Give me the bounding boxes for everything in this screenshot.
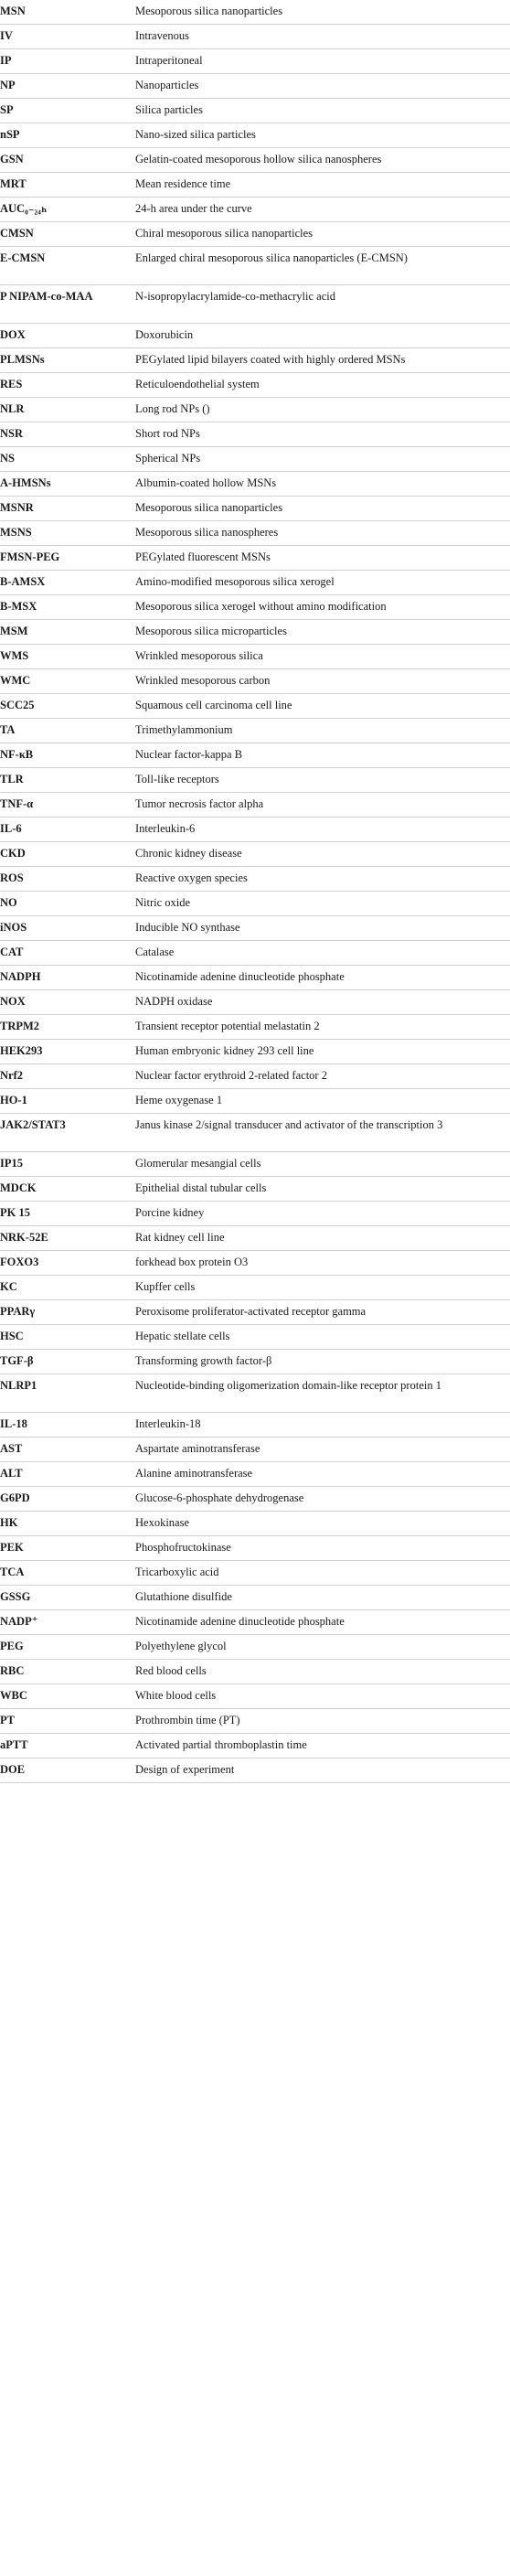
abbreviation-definition: White blood cells <box>135 1689 217 1702</box>
table-row <box>0 719 510 743</box>
table-row <box>0 1536 510 1561</box>
table-row <box>0 916 510 941</box>
table-row <box>0 867 510 892</box>
abbreviation-definition: NADPH oxidase <box>135 995 213 1008</box>
abbreviation-term: WBC <box>0 1689 27 1702</box>
abbreviation-term: TCA <box>0 1566 25 1578</box>
abbreviation-definition: PEGylated fluorescent MSNs <box>135 550 271 563</box>
table-row <box>0 49 510 74</box>
abbreviation-term: TNF-α <box>0 797 34 810</box>
table-row <box>0 1040 510 1064</box>
table-row <box>0 645 510 669</box>
abbreviation-definition: Aspartate aminotransferase <box>135 1442 260 1455</box>
abbreviation-definition: Chiral mesoporous silica nanoparticles <box>135 227 313 240</box>
abbreviation-definition: Doxorubicin <box>135 328 194 341</box>
table-row <box>0 571 510 595</box>
table-row <box>0 941 510 966</box>
table-row <box>0 1114 510 1152</box>
abbreviation-definition: forkhead box protein O3 <box>135 1256 249 1268</box>
abbreviation-term: HK <box>0 1516 18 1529</box>
table-row <box>0 842 510 867</box>
abbreviation-definition: Intraperitoneal <box>135 54 203 67</box>
abbreviation-definition: Silica particles <box>135 103 203 116</box>
abbreviation-definition: PEGylated lipid bilayers coated with highly ordered MSNs <box>135 353 406 366</box>
table-row <box>0 669 510 694</box>
abbreviation-term: GSN <box>0 153 24 166</box>
abbreviation-term: TA <box>0 723 16 736</box>
abbreviation-definition: Nicotinamide adenine dinucleotide phosphate <box>135 970 345 983</box>
abbreviation-definition: Prothrombin time (PT) <box>135 1714 240 1726</box>
abbreviation-definition: Nitric oxide <box>135 896 191 909</box>
table-row <box>0 99 510 123</box>
abbreviation-definition: Glomerular mesangial cells <box>135 1157 261 1170</box>
abbreviation-definition: Human embryonic kidney 293 cell line <box>135 1044 314 1057</box>
abbreviation-definition: Reticuloendothelial system <box>135 378 260 390</box>
abbreviation-term: E-CMSN <box>0 251 46 264</box>
abbreviation-definition: Chronic kidney disease <box>135 847 242 860</box>
abbreviation-definition: Transforming growth factor-β <box>135 1354 272 1367</box>
table-row <box>0 74 510 99</box>
abbreviation-term: G6PD <box>0 1491 30 1504</box>
abbreviation-definition: Nanoparticles <box>135 79 199 91</box>
table-row <box>0 1438 510 1462</box>
table-row <box>0 198 510 222</box>
table-row <box>0 0 510 25</box>
table-row <box>0 1709 510 1734</box>
table-row <box>0 447 510 472</box>
abbreviation-definition: Spherical NPs <box>135 452 201 465</box>
abbreviation-term: Nrf2 <box>0 1069 23 1082</box>
table-row <box>0 348 510 373</box>
abbreviation-definition: Nano-sized silica particles <box>135 128 256 141</box>
abbreviation-term: nSP <box>0 128 20 141</box>
abbreviation-term: TLR <box>0 773 24 786</box>
table-row <box>0 1487 510 1512</box>
abbreviation-term: FOXO3 <box>0 1256 39 1268</box>
abbreviation-term: NSR <box>0 427 24 440</box>
abbreviation-term: HSC <box>0 1330 24 1342</box>
abbreviation-term: CKD <box>0 847 26 860</box>
abbreviation-definition: Toll-like receptors <box>135 773 219 786</box>
table-row <box>0 123 510 148</box>
table-row <box>0 25 510 49</box>
abbreviation-definition: Transient receptor potential melastatin 2 <box>135 1020 320 1032</box>
abbreviation-term: JAK2/STAT3 <box>0 1118 66 1131</box>
table-row <box>0 1325 510 1350</box>
abbreviation-definition: Gelatin-coated mesoporous hollow silica nanospheres <box>135 153 382 166</box>
abbreviation-definition: Rat kidney cell line <box>135 1231 225 1244</box>
abbreviation-definition: Catalase <box>135 946 175 958</box>
abbreviation-definition: Amino-modified mesoporous silica xerogel <box>135 575 335 588</box>
abbreviation-term: PEK <box>0 1541 24 1554</box>
table-row <box>0 1177 510 1202</box>
abbreviation-term: NOX <box>0 995 26 1008</box>
abbreviation-term: IP15 <box>0 1157 23 1170</box>
abbreviation-term: DOE <box>0 1763 26 1776</box>
table-row <box>0 1064 510 1089</box>
abbreviation-definition: Activated partial thromboplastin time <box>135 1738 307 1751</box>
abbreviation-term: aPTT <box>0 1738 28 1751</box>
table-row <box>0 1512 510 1536</box>
table-row <box>0 521 510 546</box>
abbreviation-definition: Glucose-6-phosphate dehydrogenase <box>135 1491 304 1504</box>
abbreviation-definition: Albumin-coated hollow MSNs <box>135 476 277 489</box>
abbreviation-term: SP <box>0 103 14 116</box>
table-row <box>0 1350 510 1374</box>
abbreviation-term: PT <box>0 1714 15 1726</box>
abbreviation-definition: Design of experiment <box>135 1763 235 1776</box>
abbreviation-definition: Mesoporous silica xerogel without amino modification <box>135 600 387 613</box>
table-row <box>0 1276 510 1300</box>
abbreviation-term: B-MSX <box>0 600 37 613</box>
table-row <box>0 1684 510 1709</box>
table-row <box>0 1226 510 1251</box>
abbreviation-term: NO <box>0 896 17 909</box>
abbreviation-definition: Short rod NPs <box>135 427 200 440</box>
table-row <box>0 1089 510 1114</box>
abbreviation-definition: Heme oxygenase 1 <box>135 1094 223 1106</box>
abbreviation-definition: Alanine aminotransferase <box>135 1467 253 1480</box>
abbreviation-term: A-HMSNs <box>0 476 51 489</box>
abbreviation-term: B-AMSX <box>0 575 46 588</box>
table-row <box>0 285 510 324</box>
abbreviation-definition: Mean residence time <box>135 177 231 190</box>
table-row <box>0 373 510 398</box>
abbreviation-definition: Reactive oxygen species <box>135 871 248 884</box>
table-row <box>0 247 510 285</box>
abbreviation-term: iNOS <box>0 921 27 934</box>
table-row <box>0 694 510 719</box>
table-row <box>0 1015 510 1040</box>
table-row <box>0 222 510 247</box>
abbreviation-term: AST <box>0 1442 23 1455</box>
table-row <box>0 1734 510 1758</box>
abbreviation-definition: Epithelial distal tubular cells <box>135 1181 267 1194</box>
table-row <box>0 324 510 348</box>
abbreviation-term: RBC <box>0 1664 25 1677</box>
table-row <box>0 1300 510 1325</box>
abbreviation-definition: Tricarboxylic acid <box>135 1566 219 1578</box>
abbreviation-definition: Wrinkled mesoporous silica <box>135 649 263 662</box>
abbreviation-definition: Nucleotide-binding oligomerization domain-like receptor protein 1 <box>135 1379 441 1392</box>
abbreviation-term: MSNS <box>0 526 32 539</box>
table-row <box>0 1610 510 1635</box>
abbreviation-term: DOX <box>0 328 26 341</box>
abbreviation-term: IV <box>0 29 13 42</box>
abbreviation-term: NF-κB <box>0 748 34 761</box>
abbreviation-term: PLMSNs <box>0 353 45 366</box>
abbreviation-term: NS <box>0 452 15 465</box>
abbreviation-definition: Intravenous <box>135 29 190 42</box>
table-row <box>0 173 510 198</box>
abbreviation-definition: Mesoporous silica nanoparticles <box>135 5 283 17</box>
table-row <box>0 818 510 842</box>
abbreviation-term: NADP⁺ <box>0 1615 38 1628</box>
abbreviation-definition: Interleukin-18 <box>135 1417 201 1430</box>
table-row <box>0 768 510 793</box>
abbreviation-term: NLRP1 <box>0 1379 37 1392</box>
abbreviation-definition: Phosphofructokinase <box>135 1541 231 1554</box>
abbreviation-term: KC <box>0 1280 17 1293</box>
abbreviation-definition: Long rod NPs () <box>135 402 210 415</box>
table-row <box>0 422 510 447</box>
abbreviation-definition: Interleukin-6 <box>135 822 196 835</box>
table-row <box>0 966 510 990</box>
table-row <box>0 892 510 916</box>
abbreviation-definition: Wrinkled mesoporous carbon <box>135 674 271 687</box>
table-row <box>0 148 510 173</box>
abbreviation-term: CAT <box>0 946 24 958</box>
abbreviation-term: TGF-β <box>0 1354 34 1367</box>
abbreviation-term: TRPM2 <box>0 1020 40 1032</box>
table-row <box>0 620 510 645</box>
table-row <box>0 793 510 818</box>
abbreviation-definition: Enlarged chiral mesoporous silica nanoparticles (E-CMSN) <box>135 251 408 264</box>
abbreviation-definition: Nuclear factor erythroid 2-related factor 2 <box>135 1069 327 1082</box>
table-row <box>0 990 510 1015</box>
abbreviation-term: WMC <box>0 674 31 687</box>
table-row <box>0 546 510 571</box>
abbreviation-term: IL-18 <box>0 1417 27 1430</box>
abbreviation-definition: Peroxisome proliferator-activated receptor gamma <box>135 1305 367 1318</box>
abbreviation-term: SCC25 <box>0 699 35 711</box>
table-row <box>0 1202 510 1226</box>
table-row <box>0 1152 510 1177</box>
table-row <box>0 595 510 620</box>
abbreviation-term: RES <box>0 378 23 390</box>
abbreviation-term: ROS <box>0 871 24 884</box>
abbreviation-term: NADPH <box>0 970 41 983</box>
abbreviation-term: FMSN-PEG <box>0 550 60 563</box>
abbreviation-definition: Trimethylammonium <box>135 723 233 736</box>
abbreviation-definition: Polyethylene glycol <box>135 1640 227 1652</box>
abbreviation-term: HO-1 <box>0 1094 27 1106</box>
abbreviation-definition: Hepatic stellate cells <box>135 1330 230 1342</box>
abbreviation-definition: Mesoporous silica microparticles <box>135 625 287 637</box>
abbreviation-definition: N-isopropylacrylamide-co-methacrylic acid <box>135 290 336 303</box>
abbreviation-definition: Glutathione disulfide <box>135 1590 232 1603</box>
table-row <box>0 472 510 497</box>
abbreviation-term: IL-6 <box>0 822 22 835</box>
abbreviation-term: NP <box>0 79 16 91</box>
table-row <box>0 1413 510 1438</box>
abbreviation-term: NRK-52E <box>0 1231 48 1244</box>
abbreviation-definition: 24-h area under the curve <box>135 202 252 215</box>
abbreviation-term: MSM <box>0 625 28 637</box>
abbreviation-term: GSSG <box>0 1590 31 1603</box>
abbreviation-definition: Porcine kidney <box>135 1206 205 1219</box>
abbreviation-term: P NIPAM-co-MAA <box>0 290 93 303</box>
abbreviation-term: ALT <box>0 1467 23 1480</box>
table-row <box>0 1660 510 1684</box>
table-row <box>0 497 510 521</box>
abbreviation-definition: Mesoporous silica nanoparticles <box>135 501 283 514</box>
table-row <box>0 1251 510 1276</box>
abbreviation-term: AUC₀₋₂₄ₕ <box>0 202 48 215</box>
abbreviation-term: IP <box>0 54 12 67</box>
table-row <box>0 743 510 768</box>
abbreviation-definition: Tumor necrosis factor alpha <box>135 797 264 810</box>
table-row <box>0 1374 510 1413</box>
table-row <box>0 1635 510 1660</box>
table-row <box>0 1758 510 1783</box>
table-row <box>0 1462 510 1487</box>
abbreviation-term: MSNR <box>0 501 34 514</box>
abbreviation-term: MRT <box>0 177 27 190</box>
abbreviation-definition: Red blood cells <box>135 1664 207 1677</box>
abbreviation-term: PK 15 <box>0 1206 30 1219</box>
abbreviation-term: NLR <box>0 402 25 415</box>
abbreviation-definition: Nuclear factor-kappa B <box>135 748 243 761</box>
abbreviation-term: WMS <box>0 649 29 662</box>
abbreviation-definition: Mesoporous silica nanospheres <box>135 526 279 539</box>
abbreviation-definition: Janus kinase 2/signal transducer and activator of the transcription 3 <box>135 1118 443 1131</box>
table-row <box>0 1561 510 1586</box>
abbreviation-definition: Hexokinase <box>135 1516 190 1529</box>
abbreviation-term: CMSN <box>0 227 34 240</box>
table-row <box>0 398 510 422</box>
abbreviation-term: PPARγ <box>0 1305 36 1318</box>
abbreviation-term: PEG <box>0 1640 24 1652</box>
abbreviation-definition: Squamous cell carcinoma cell line <box>135 699 292 711</box>
abbreviation-term: MSN <box>0 5 26 17</box>
abbreviation-term: MDCK <box>0 1181 37 1194</box>
abbreviation-term: HEK293 <box>0 1044 43 1057</box>
abbreviation-definition: Inducible NO synthase <box>135 921 240 934</box>
abbreviation-definition: Kupffer cells <box>135 1280 196 1293</box>
table-row <box>0 1586 510 1610</box>
abbreviation-definition: Nicotinamide adenine dinucleotide phosphate <box>135 1615 345 1628</box>
